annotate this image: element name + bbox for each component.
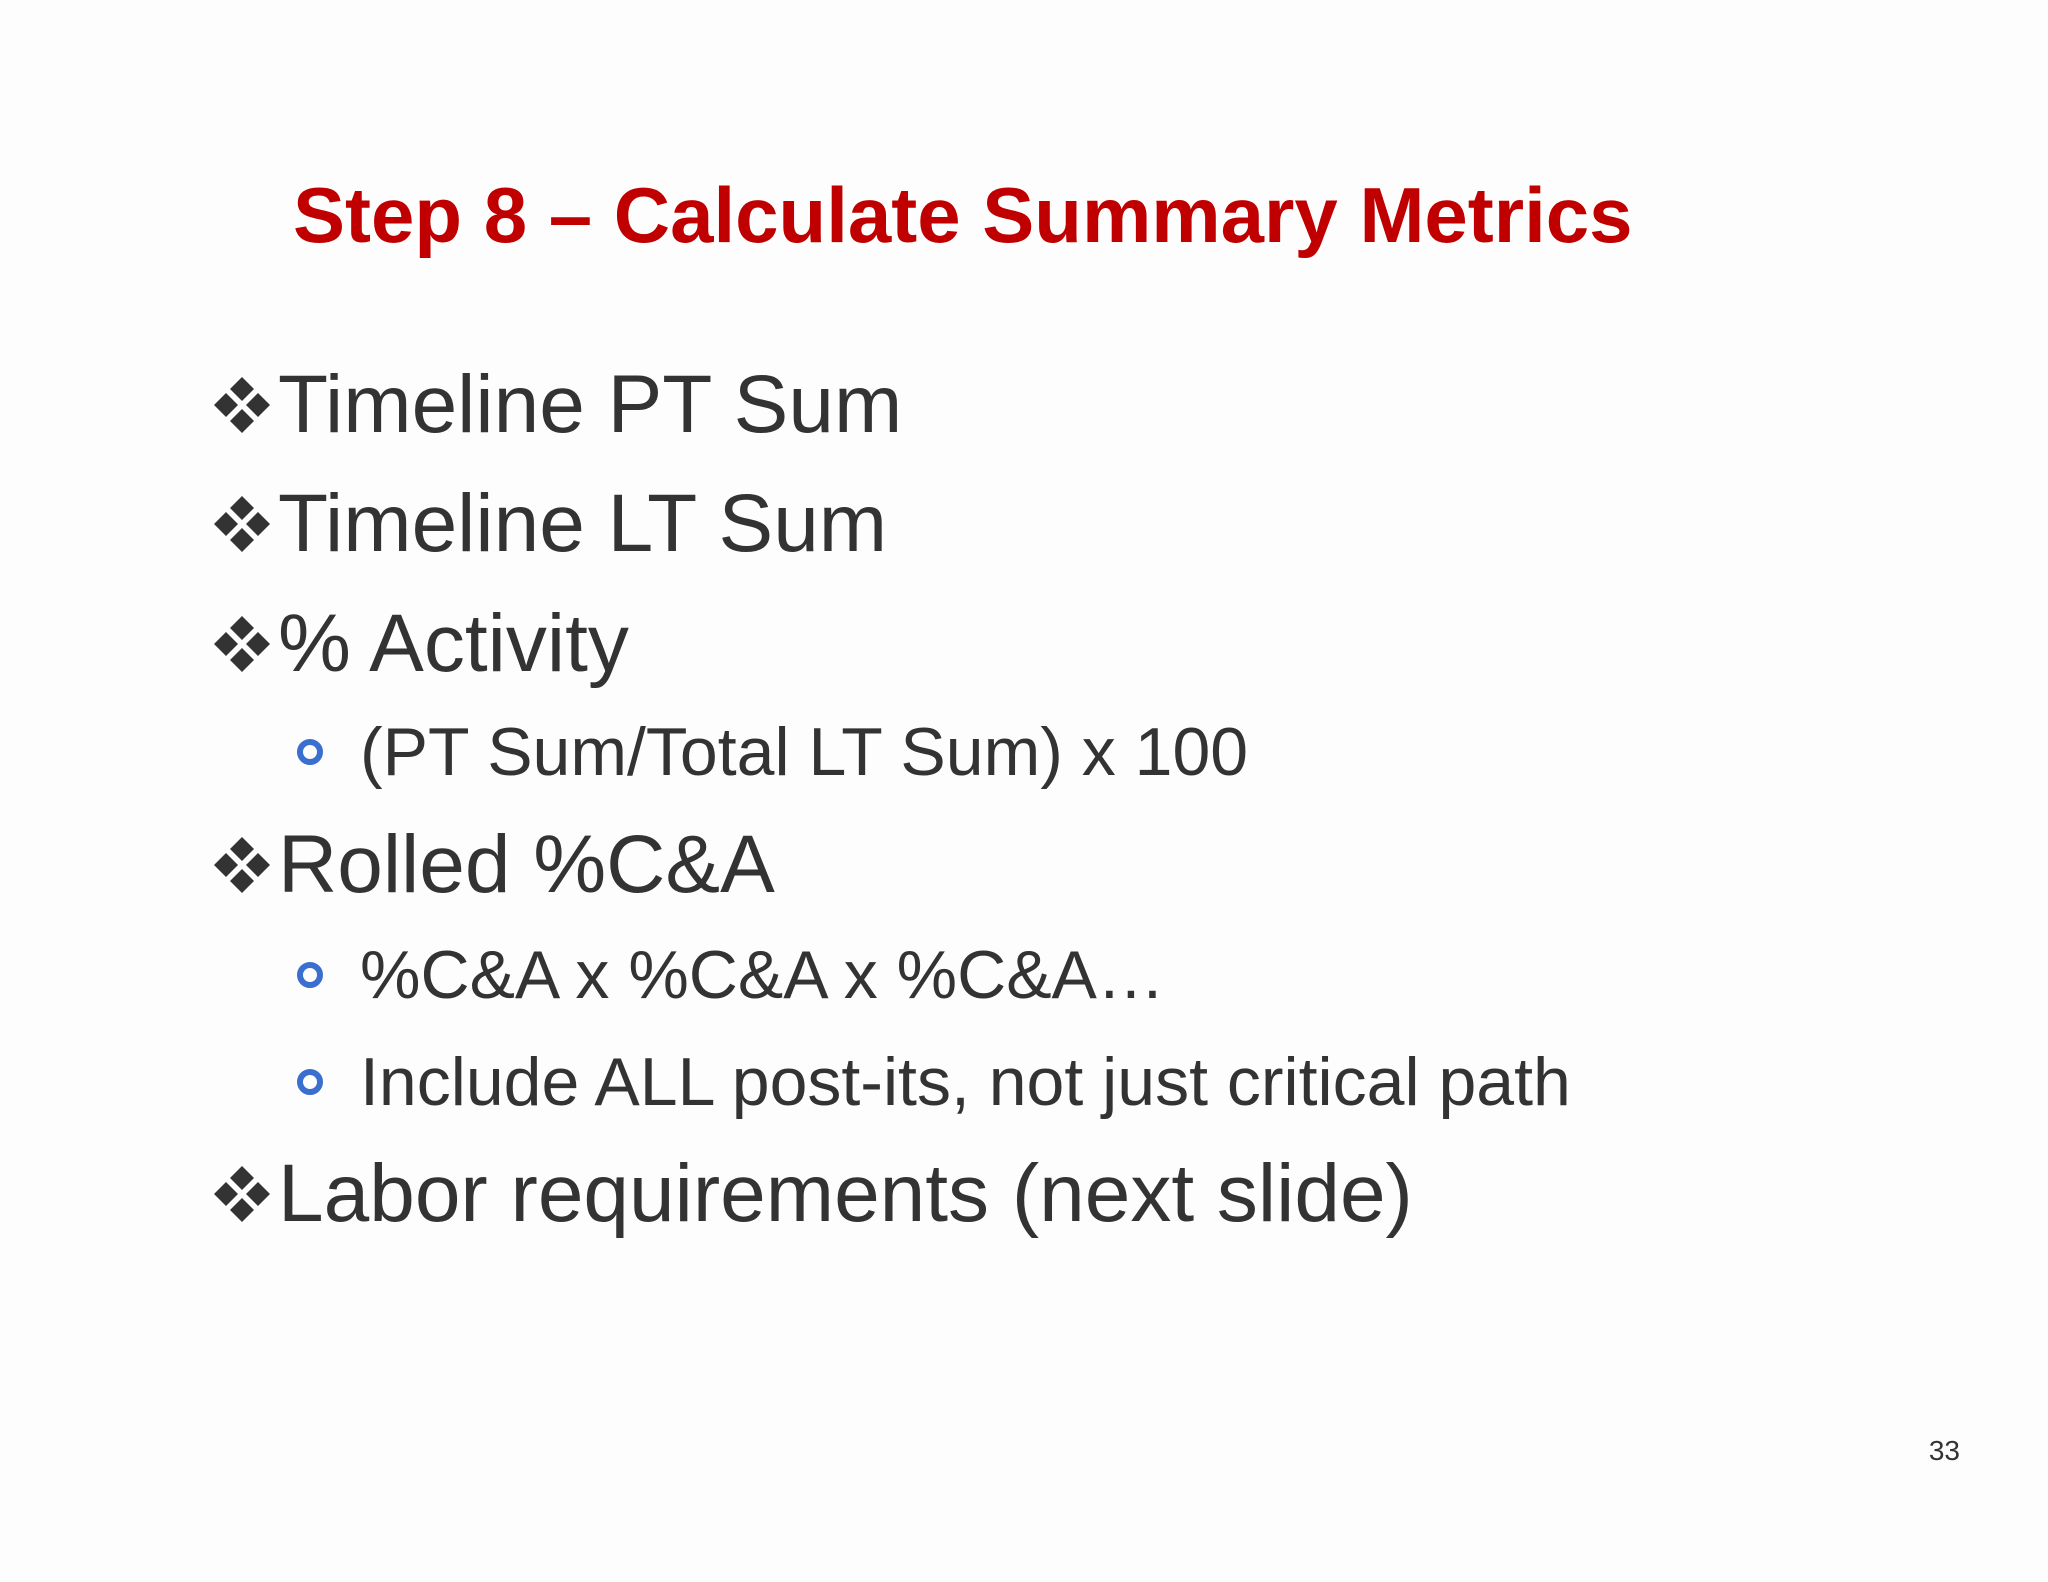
- bullet-item: [210, 594, 629, 694]
- bullet-text: Labor requirements (next slide): [278, 1148, 1413, 1239]
- four-diamond-icon: [210, 612, 274, 676]
- bullet-text: % Activity: [278, 598, 629, 689]
- slide-title: Step 8 – Calculate Summary Metrics: [293, 171, 1633, 259]
- sub-bullet-item: [296, 1040, 1571, 1124]
- hollow-circle-icon: [296, 1068, 324, 1096]
- four-diamond-icon: [210, 492, 274, 556]
- sub-bullet-text: (PT Sum/Total LT Sum) x 100: [360, 714, 1249, 790]
- bullet-item: [210, 815, 775, 915]
- sub-bullet-text: %C&A x %C&A x %C&A…: [360, 937, 1165, 1013]
- four-diamond-icon: [210, 833, 274, 897]
- hollow-circle-icon: [296, 738, 324, 766]
- page-number: 33: [1928, 1435, 1960, 1466]
- hollow-circle-icon: [296, 961, 324, 989]
- bullet-text: Rolled %C&A: [278, 819, 775, 910]
- bullet-text: Timeline PT Sum: [278, 359, 903, 450]
- four-diamond-icon: [210, 1162, 274, 1226]
- bullet-item: [210, 1144, 1413, 1244]
- bullet-item: [210, 474, 887, 574]
- sub-bullet-item: [296, 710, 1248, 794]
- four-diamond-icon: [210, 373, 274, 437]
- sub-bullet-text: Include ALL post-its, not just critical path: [360, 1044, 1571, 1120]
- bullet-item: [210, 355, 902, 455]
- sub-bullet-item: [296, 933, 1165, 1017]
- bullet-text: Timeline LT Sum: [278, 478, 888, 569]
